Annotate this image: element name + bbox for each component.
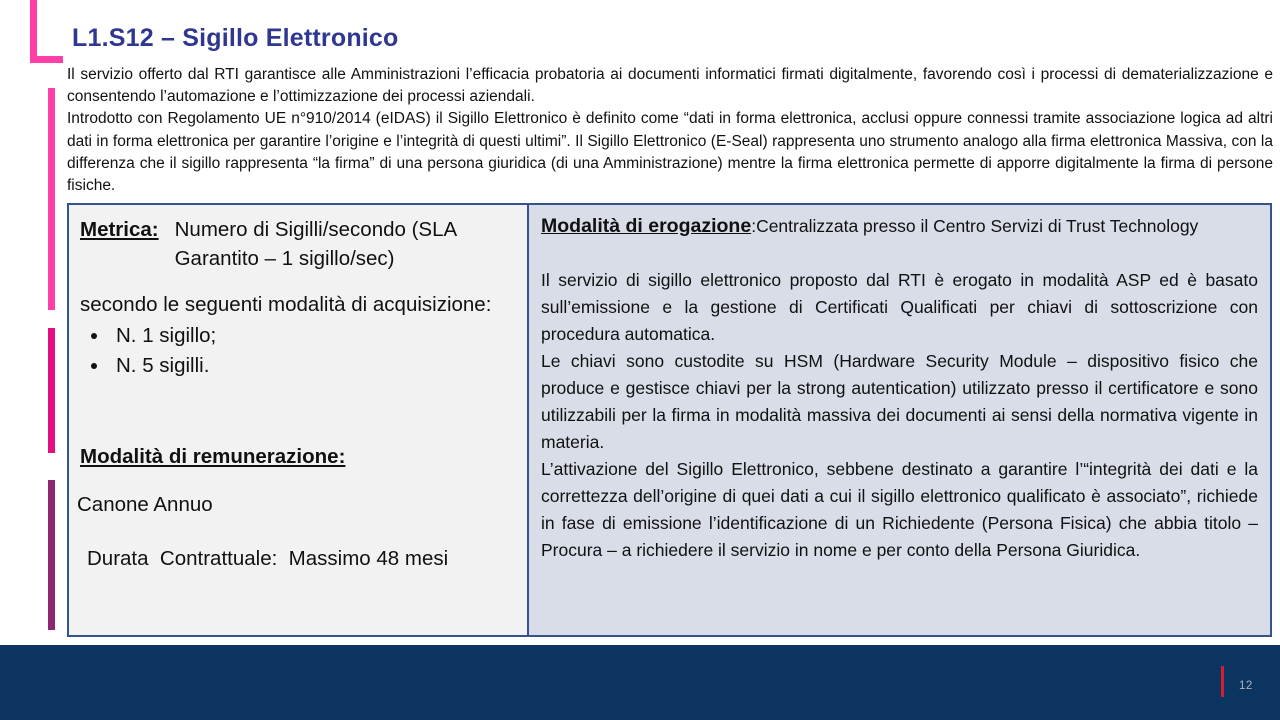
delivery-body [541, 267, 1258, 564]
delivery-paragraph-2: Le chiavi sono custodite su HSM (Hardware Security Module – dispositivo fisico che produce e gestisce chiavi per la strong autentication) utilizzato presso il certificatore e sono utilizzabili per la firma in modalità massiva dei documenti ai sensi della normativa vigente in materia. [541, 351, 1258, 452]
page-number: 12 [1239, 680, 1253, 692]
metric-value: Numero di Sigilli/secondo (SLA Garantito – 1 sigillo/sec) [174, 218, 457, 270]
list-item: • N. 1 sigillo; [110, 321, 517, 351]
intro-text [67, 64, 1273, 197]
content-panels [67, 203, 1272, 637]
intro-paragraph-2: Introdotto con Regolamento UE n°910/2014 (eIDAS) il Sigillo Elettronico è definito come “dati in forma elettronica, acclusi oppure connessi tramite associazione logica ad altri dati in forma elettronica per garantire l’origine e l’integrità di questi ultimi”. Il Sigillo Elettronico (E-Seal) rappresenta uno strumento analogo alla firma elettronica Massiva, con la differenza che il sigillo rappresenta “la firma” di una persona giuridica (di una Amministrazione) mentre la firma elettronica permette di apporre digitalmente la firma di persone fisiche. [67, 110, 1273, 195]
page-title: L1.S12 – Sigillo Elettronico [72, 24, 399, 52]
accent-bar-purple [48, 480, 55, 630]
remuneration-label: Modalità di remunerazione: [80, 445, 346, 468]
metric-panel [69, 205, 529, 635]
metric-label: Metrica: [80, 218, 159, 241]
metric-row [80, 215, 517, 273]
delivery-paragraph-3: L’attivazione del Sigillo Elettronico, sebbene destinato a garantire l’“integrità dei dati e la correttezza dell’origine di quei dati a cui il sigillo elettronico qualificato è associato”, richiede in fase di emissione l’identificazione di un Richiedente (Persona Fisica) che abbia titolo – Procura – a richiedere il servizio in nome e per conto della Persona Giuridica. [541, 459, 1258, 560]
contract-duration: Durata Contrattuale: Massimo 48 mesi [87, 547, 449, 570]
accent-bar-pink [48, 88, 55, 310]
remuneration-value: Canone Annuo [77, 493, 213, 516]
delivery-colon: : [751, 216, 757, 236]
acquisition-intro: secondo le seguenti modalità di acquisizione: [80, 293, 492, 316]
accent-bar-magenta [48, 328, 55, 453]
title-bracket-vertical [30, 0, 37, 63]
acquisition-list [80, 321, 517, 381]
title-bracket-horizontal [30, 56, 63, 63]
footer-bar [0, 645, 1280, 720]
delivery-label: Modalità di erogazione [541, 215, 752, 237]
delivery-paragraph-1: Il servizio di sigillo elettronico proposto dal RTI è erogato in modalità ASP ed è basato sull’emissione e la gestione di Certificati Qualificati per chiavi di sottoscrizione con procedura automatica. [541, 270, 1258, 344]
list-item: • N. 5 sigilli. [110, 351, 517, 381]
delivery-value: Centralizzata presso il Centro Servizi di Trust Technology [756, 216, 1199, 236]
intro-paragraph-1: Il servizio offerto dal RTI garantisce alle Amministrazioni l’efficacia probatoria ai documenti informatici firmati digitalmente, favorendo così i processi di dematerializzazione e consentendo l’automazione e l’ottimizzazione dei processi aziendali. [67, 66, 1273, 106]
footer-red-divider [1221, 666, 1224, 697]
delivery-row [541, 212, 1258, 240]
delivery-panel [529, 205, 1270, 635]
